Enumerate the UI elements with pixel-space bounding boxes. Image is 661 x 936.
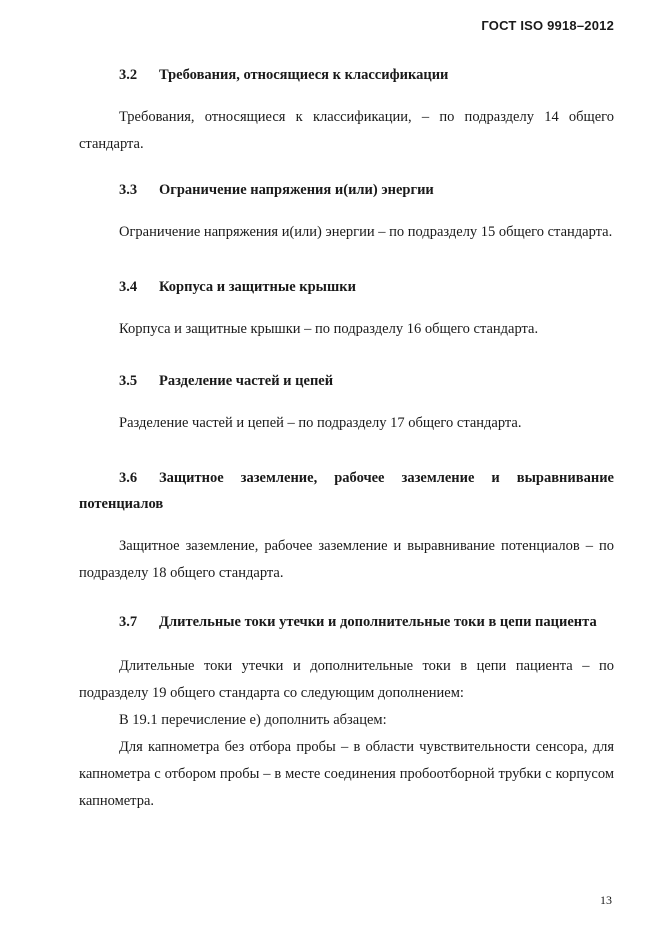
page-number: 13 xyxy=(600,893,612,907)
section-number: 3.2 xyxy=(119,67,138,83)
section-title: Ограничение напряжения и(или) энергии xyxy=(159,182,434,198)
paragraph: Требования, относящиеся к классификации, – по подразделу 14 общего стандарта. xyxy=(79,109,614,152)
section-heading xyxy=(79,62,614,88)
section-3-6 xyxy=(79,465,614,587)
section-number: 3.6 xyxy=(119,470,138,486)
paragraph: Длительные токи утечки и дополнительные токи в цепи пациента – по подразделу 19 общего стандарта со следующим дополнением: xyxy=(79,658,614,701)
section-title: Корпуса и защитные крышки xyxy=(159,279,356,295)
section-title: Длительные токи утечки и дополнительные токи в цепи пациента xyxy=(159,614,597,630)
section-title: Защитное заземление, рабочее заземление и выравнивание потенциалов xyxy=(79,470,614,512)
section-title: Требования, относящиеся к классификации xyxy=(159,67,449,83)
section-heading xyxy=(79,609,614,635)
section-3-7 xyxy=(79,609,614,815)
section-number: 3.3 xyxy=(119,182,138,198)
section-3-4 xyxy=(79,274,614,343)
paragraph: Корпуса и защитные крышки – по подразделу 16 общего стандарта. xyxy=(119,321,539,337)
section-number: 3.4 xyxy=(119,279,138,295)
section-heading xyxy=(79,368,614,394)
paragraph: Для капнометра без отбора пробы – в области чувствительности сенсора, для капнометра с отбором пробы – в месте соединения пробоотборной трубки с корпусом капнометра. xyxy=(79,739,614,809)
paragraph: Ограничение напряжения и(или) энергии – по подразделу 15 общего стандарта. xyxy=(119,224,613,240)
paragraph: Защитное заземление, рабочее заземление и выравнивание потенциалов – по подразделу 18 общего стандарта. xyxy=(79,538,614,581)
paragraph: В 19.1 перечисление е) дополнить абзацем: xyxy=(119,712,387,728)
section-3-5 xyxy=(79,368,614,437)
section-heading xyxy=(79,274,614,300)
section-3-3 xyxy=(79,177,614,246)
section-title: Разделение частей и цепей xyxy=(159,373,334,389)
section-heading xyxy=(79,177,614,203)
paragraph: Разделение частей и цепей – по подразделу 17 общего стандарта. xyxy=(119,415,522,431)
section-3-2 xyxy=(79,62,614,158)
section-number: 3.7 xyxy=(119,614,138,630)
section-number: 3.5 xyxy=(119,373,138,389)
running-header: ГОСТ ISO 9918–2012 xyxy=(481,18,614,33)
page-content xyxy=(79,62,614,815)
section-heading xyxy=(79,465,614,517)
